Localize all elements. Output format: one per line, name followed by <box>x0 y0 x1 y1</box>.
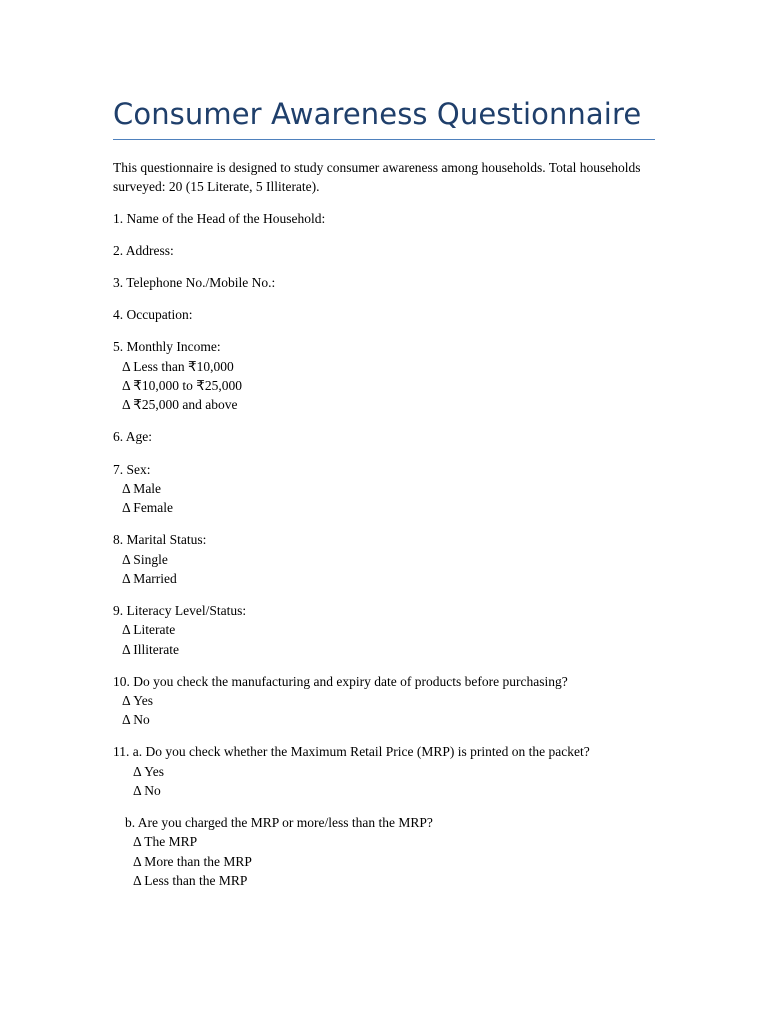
question-8 <box>113 530 655 588</box>
question-10 <box>113 672 655 730</box>
answer-option: Δ The MRP <box>133 834 198 850</box>
question-5 <box>113 337 655 414</box>
question-text: 11. a. Do you check whether the Maximum Retail Price (MRP) is printed on the packet? <box>113 744 590 760</box>
answer-option: Δ Literate <box>122 622 176 638</box>
question-2 <box>113 241 655 260</box>
question-text: 8. Marital Status: <box>113 532 207 548</box>
question-11 <box>113 742 655 890</box>
question-3 <box>113 273 655 292</box>
answer-option: Δ ₹25,000 and above <box>122 397 238 413</box>
answer-option: Δ Male <box>122 480 162 496</box>
answer-option: Δ No <box>133 782 161 798</box>
question-text: 4. Occupation: <box>113 307 193 323</box>
title-underline-rule <box>113 139 655 140</box>
answer-option: Δ Less than ₹10,000 <box>122 358 234 374</box>
answer-option: Δ Married <box>122 570 177 586</box>
answer-option: Δ Yes <box>133 763 164 779</box>
sub-question-text: b. Are you charged the MRP or more/less than the MRP? <box>125 814 433 830</box>
question-9 <box>113 601 655 659</box>
question-4 <box>113 305 655 324</box>
question-text: 7. Sex: <box>113 461 151 477</box>
question-text: 2. Address: <box>113 243 174 259</box>
answer-option: Δ More than the MRP <box>133 853 252 869</box>
document-body <box>113 158 655 903</box>
question-11-part-b <box>113 813 655 890</box>
answer-option: Δ Yes <box>122 692 153 708</box>
question-7 <box>113 460 655 518</box>
document-title: Consumer Awareness Questionnaire <box>113 97 642 131</box>
answer-option: Δ Single <box>122 551 168 567</box>
answer-option: Δ ₹10,000 to ₹25,000 <box>122 378 242 394</box>
question-text: 9. Literacy Level/Status: <box>113 602 247 618</box>
answer-option: Δ Less than the MRP <box>133 872 248 888</box>
intro-paragraph: This questionnaire is designed to study consumer awareness among households. Total households surveyed: 20 (15 Literate, 5 Illiterate). <box>113 160 641 195</box>
answer-option: Δ Illiterate <box>122 641 180 657</box>
answer-option: Δ No <box>122 712 150 728</box>
question-1 <box>113 209 655 228</box>
question-text: 1. Name of the Head of the Household: <box>113 211 326 227</box>
question-text: 3. Telephone No./Mobile No.: <box>113 275 276 291</box>
question-text: 6. Age: <box>113 429 152 445</box>
answer-option: Δ Female <box>122 500 174 516</box>
question-text: 5. Monthly Income: <box>113 339 221 355</box>
question-text: 10. Do you check the manufacturing and expiry date of products before purchasing? <box>113 673 568 689</box>
question-6 <box>113 427 655 446</box>
